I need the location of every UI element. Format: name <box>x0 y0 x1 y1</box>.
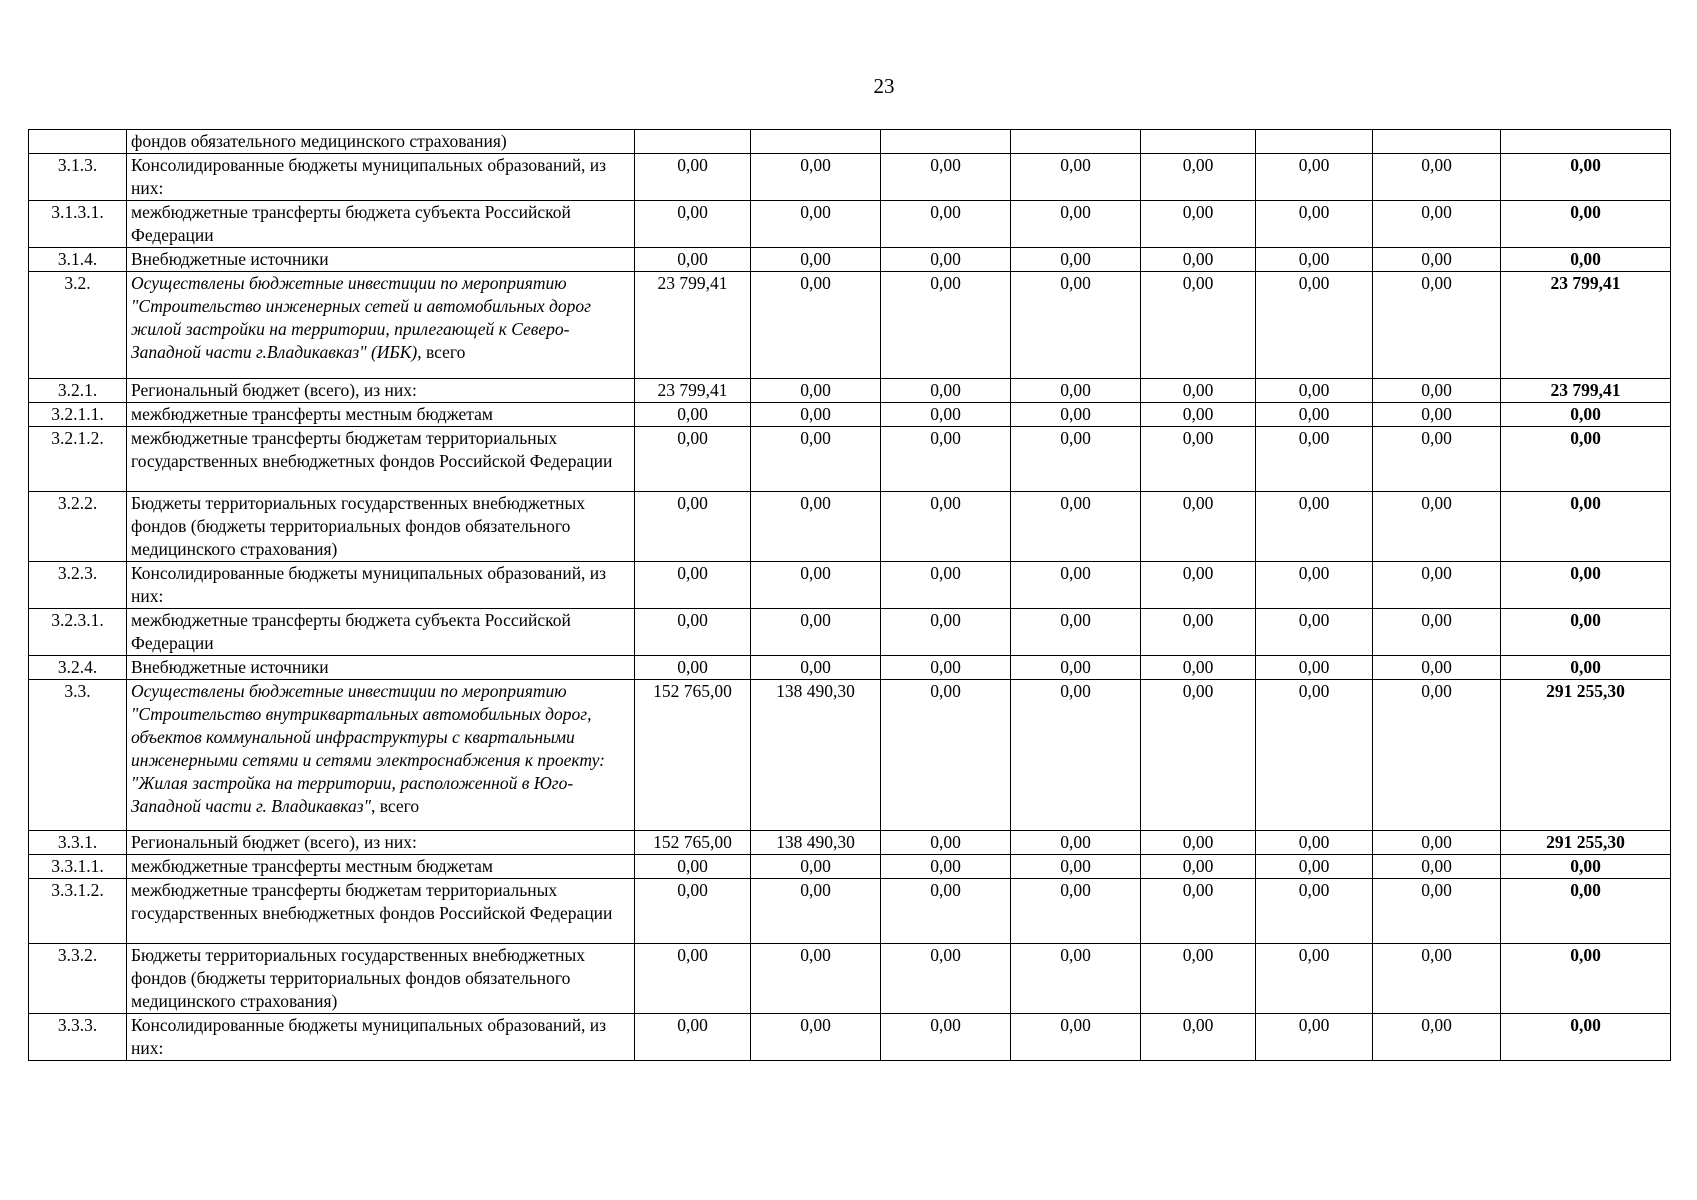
description-text: Консолидированные бюджеты муниципальных образований, из них: <box>131 1015 607 1058</box>
value-cell-5: 0,00 <box>1141 831 1256 855</box>
description-suffix: , всего <box>417 342 466 362</box>
value-cell-2: 0,00 <box>751 855 881 879</box>
value-cell-7: 0,00 <box>1373 154 1501 201</box>
total-cell: 0,00 <box>1501 201 1671 248</box>
value-cell-7: 0,00 <box>1373 831 1501 855</box>
description-text: Внебюджетные источники <box>131 249 329 269</box>
value-cell-5: 0,00 <box>1141 154 1256 201</box>
total-cell: 0,00 <box>1501 427 1671 492</box>
value-cell-5: 0,00 <box>1141 427 1256 492</box>
value-cell-6: 0,00 <box>1256 427 1373 492</box>
value-cell-5: 0,00 <box>1141 680 1256 831</box>
row-description <box>127 379 635 403</box>
row-number: 3.3.1.1. <box>29 855 127 879</box>
value-cell-7: 0,00 <box>1373 201 1501 248</box>
value-cell-7: 0,00 <box>1373 403 1501 427</box>
description-text: Осуществлены бюджетные инвестиции по мероприятию "Строительство инженерных сетей и автомобильных дорог жилой застройки на территории, прилегающей к Северо-Западной части г.Владикавказ" (ИБК) <box>131 273 591 362</box>
value-cell-1: 152 765,00 <box>635 680 751 831</box>
value-cell-6 <box>1256 130 1373 154</box>
value-cell-7: 0,00 <box>1373 1014 1501 1061</box>
value-cell-4: 0,00 <box>1011 427 1141 492</box>
value-cell-5: 0,00 <box>1141 379 1256 403</box>
value-cell-3: 0,00 <box>881 1014 1011 1061</box>
value-cell-3: 0,00 <box>881 403 1011 427</box>
value-cell-5: 0,00 <box>1141 272 1256 379</box>
value-cell-6: 0,00 <box>1256 944 1373 1014</box>
value-cell-4: 0,00 <box>1011 1014 1141 1061</box>
value-cell-4: 0,00 <box>1011 562 1141 609</box>
value-cell-5 <box>1141 130 1256 154</box>
value-cell-2: 0,00 <box>751 272 881 379</box>
table-row <box>29 154 1671 201</box>
value-cell-2: 0,00 <box>751 379 881 403</box>
value-cell-6: 0,00 <box>1256 1014 1373 1061</box>
value-cell-4: 0,00 <box>1011 379 1141 403</box>
row-number: 3.1.4. <box>29 248 127 272</box>
value-cell-1: 0,00 <box>635 154 751 201</box>
value-cell-6: 0,00 <box>1256 201 1373 248</box>
row-number: 3.2. <box>29 272 127 379</box>
table-row <box>29 562 1671 609</box>
value-cell-2: 0,00 <box>751 248 881 272</box>
value-cell-1: 0,00 <box>635 609 751 656</box>
value-cell-5: 0,00 <box>1141 944 1256 1014</box>
value-cell-3: 0,00 <box>881 154 1011 201</box>
value-cell-4: 0,00 <box>1011 272 1141 379</box>
value-cell-1: 0,00 <box>635 492 751 562</box>
value-cell-2: 138 490,30 <box>751 831 881 855</box>
value-cell-1: 0,00 <box>635 427 751 492</box>
table-row <box>29 201 1671 248</box>
value-cell-6: 0,00 <box>1256 680 1373 831</box>
value-cell-7: 0,00 <box>1373 609 1501 656</box>
value-cell-3: 0,00 <box>881 562 1011 609</box>
value-cell-6: 0,00 <box>1256 831 1373 855</box>
value-cell-2: 0,00 <box>751 427 881 492</box>
row-description <box>127 944 635 1014</box>
description-text: Региональный бюджет (всего), из них: <box>131 832 417 852</box>
row-description <box>127 492 635 562</box>
description-text: фондов обязательного медицинского страхования) <box>131 131 507 151</box>
value-cell-2: 138 490,30 <box>751 680 881 831</box>
description-text: Внебюджетные источники <box>131 657 329 677</box>
value-cell-7: 0,00 <box>1373 379 1501 403</box>
value-cell-4: 0,00 <box>1011 492 1141 562</box>
table-row <box>29 855 1671 879</box>
value-cell-5: 0,00 <box>1141 609 1256 656</box>
value-cell-4: 0,00 <box>1011 879 1141 944</box>
description-suffix: , всего <box>370 796 420 816</box>
value-cell-1: 0,00 <box>635 944 751 1014</box>
table-row <box>29 379 1671 403</box>
table-row <box>29 403 1671 427</box>
table-row <box>29 492 1671 562</box>
table-row <box>29 248 1671 272</box>
value-cell-4: 0,00 <box>1011 154 1141 201</box>
value-cell-7: 0,00 <box>1373 855 1501 879</box>
total-cell: 0,00 <box>1501 248 1671 272</box>
value-cell-7: 0,00 <box>1373 562 1501 609</box>
value-cell-3: 0,00 <box>881 855 1011 879</box>
table-row <box>29 609 1671 656</box>
value-cell-4: 0,00 <box>1011 855 1141 879</box>
total-cell: 0,00 <box>1501 154 1671 201</box>
value-cell-4: 0,00 <box>1011 831 1141 855</box>
total-cell: 0,00 <box>1501 609 1671 656</box>
row-number: 3.1.3.1. <box>29 201 127 248</box>
row-description <box>127 154 635 201</box>
row-number: 3.3.1.2. <box>29 879 127 944</box>
row-number: 3.3.1. <box>29 831 127 855</box>
table-row <box>29 427 1671 492</box>
row-description <box>127 680 635 831</box>
row-description <box>127 403 635 427</box>
description-text: Бюджеты территориальных государственных внебюджетных фондов (бюджеты территориальных фондов обязательного медицинского страхования) <box>131 945 586 1011</box>
total-cell: 291 255,30 <box>1501 831 1671 855</box>
value-cell-1: 0,00 <box>635 201 751 248</box>
value-cell-4 <box>1011 130 1141 154</box>
row-description <box>127 130 635 154</box>
value-cell-4: 0,00 <box>1011 248 1141 272</box>
value-cell-3: 0,00 <box>881 879 1011 944</box>
value-cell-4: 0,00 <box>1011 201 1141 248</box>
value-cell-5: 0,00 <box>1141 879 1256 944</box>
value-cell-1: 0,00 <box>635 1014 751 1061</box>
description-text: Региональный бюджет (всего), из них: <box>131 380 417 400</box>
value-cell-6: 0,00 <box>1256 855 1373 879</box>
total-cell: 0,00 <box>1501 656 1671 680</box>
description-text: Бюджеты территориальных государственных внебюджетных фондов (бюджеты территориальных фондов обязательного медицинского страхования) <box>131 493 586 559</box>
value-cell-6: 0,00 <box>1256 379 1373 403</box>
description-text: межбюджетные трансферты бюджетам территориальных государственных внебюджетных фондов Российской Федерации <box>131 428 613 471</box>
value-cell-7: 0,00 <box>1373 492 1501 562</box>
table-body <box>29 130 1671 1061</box>
value-cell-7: 0,00 <box>1373 944 1501 1014</box>
value-cell-1: 0,00 <box>635 403 751 427</box>
row-number: 3.3.3. <box>29 1014 127 1061</box>
value-cell-5: 0,00 <box>1141 562 1256 609</box>
value-cell-6: 0,00 <box>1256 879 1373 944</box>
total-cell: 0,00 <box>1501 562 1671 609</box>
value-cell-7: 0,00 <box>1373 680 1501 831</box>
value-cell-1: 152 765,00 <box>635 831 751 855</box>
row-description <box>127 562 635 609</box>
row-number: 3.2.3.1. <box>29 609 127 656</box>
value-cell-2: 0,00 <box>751 562 881 609</box>
value-cell-5: 0,00 <box>1141 656 1256 680</box>
row-number: 3.2.4. <box>29 656 127 680</box>
value-cell-2: 0,00 <box>751 656 881 680</box>
description-text: Консолидированные бюджеты муниципальных образований, из них: <box>131 563 607 606</box>
value-cell-6: 0,00 <box>1256 492 1373 562</box>
row-description <box>127 831 635 855</box>
table-row <box>29 944 1671 1014</box>
value-cell-1: 23 799,41 <box>635 379 751 403</box>
value-cell-3: 0,00 <box>881 379 1011 403</box>
value-cell-1: 0,00 <box>635 562 751 609</box>
value-cell-1: 23 799,41 <box>635 272 751 379</box>
table-row <box>29 130 1671 154</box>
value-cell-3 <box>881 130 1011 154</box>
value-cell-4: 0,00 <box>1011 609 1141 656</box>
value-cell-3: 0,00 <box>881 427 1011 492</box>
row-description <box>127 879 635 944</box>
value-cell-7: 0,00 <box>1373 656 1501 680</box>
row-description <box>127 609 635 656</box>
value-cell-7 <box>1373 130 1501 154</box>
value-cell-1 <box>635 130 751 154</box>
value-cell-1: 0,00 <box>635 855 751 879</box>
value-cell-2: 0,00 <box>751 944 881 1014</box>
row-description <box>127 201 635 248</box>
value-cell-3: 0,00 <box>881 609 1011 656</box>
description-text: межбюджетные трансферты местным бюджетам <box>131 404 493 424</box>
total-cell: 0,00 <box>1501 403 1671 427</box>
value-cell-7: 0,00 <box>1373 879 1501 944</box>
value-cell-6: 0,00 <box>1256 154 1373 201</box>
value-cell-6: 0,00 <box>1256 609 1373 656</box>
value-cell-1: 0,00 <box>635 879 751 944</box>
row-description <box>127 272 635 379</box>
value-cell-4: 0,00 <box>1011 656 1141 680</box>
table-row <box>29 272 1671 379</box>
value-cell-2: 0,00 <box>751 1014 881 1061</box>
row-number: 3.2.1.1. <box>29 403 127 427</box>
total-cell: 0,00 <box>1501 1014 1671 1061</box>
value-cell-5: 0,00 <box>1141 1014 1256 1061</box>
row-description <box>127 427 635 492</box>
table-row <box>29 680 1671 831</box>
row-number: 3.1.3. <box>29 154 127 201</box>
total-cell: 0,00 <box>1501 944 1671 1014</box>
table-row <box>29 879 1671 944</box>
row-number: 3.2.1.2. <box>29 427 127 492</box>
value-cell-5: 0,00 <box>1141 403 1256 427</box>
row-number <box>29 130 127 154</box>
value-cell-3: 0,00 <box>881 201 1011 248</box>
value-cell-2 <box>751 130 881 154</box>
value-cell-7: 0,00 <box>1373 272 1501 379</box>
description-text: межбюджетные трансферты бюджета субъекта Российской Федерации <box>131 610 571 653</box>
value-cell-3: 0,00 <box>881 656 1011 680</box>
row-description <box>127 1014 635 1061</box>
row-description <box>127 656 635 680</box>
value-cell-4: 0,00 <box>1011 944 1141 1014</box>
value-cell-1: 0,00 <box>635 656 751 680</box>
value-cell-4: 0,00 <box>1011 403 1141 427</box>
page-number: 23 <box>873 74 895 98</box>
total-cell: 0,00 <box>1501 879 1671 944</box>
value-cell-6: 0,00 <box>1256 562 1373 609</box>
value-cell-3: 0,00 <box>881 248 1011 272</box>
total-cell: 0,00 <box>1501 855 1671 879</box>
value-cell-5: 0,00 <box>1141 201 1256 248</box>
value-cell-6: 0,00 <box>1256 248 1373 272</box>
value-cell-6: 0,00 <box>1256 403 1373 427</box>
value-cell-2: 0,00 <box>751 609 881 656</box>
value-cell-5: 0,00 <box>1141 855 1256 879</box>
table-row <box>29 656 1671 680</box>
row-number: 3.3.2. <box>29 944 127 1014</box>
value-cell-6: 0,00 <box>1256 656 1373 680</box>
description-text: Консолидированные бюджеты муниципальных образований, из них: <box>131 155 607 198</box>
value-cell-1: 0,00 <box>635 248 751 272</box>
budget-table <box>28 129 1671 1061</box>
total-cell: 291 255,30 <box>1501 680 1671 831</box>
value-cell-2: 0,00 <box>751 492 881 562</box>
total-cell: 0,00 <box>1501 492 1671 562</box>
row-number: 3.2.1. <box>29 379 127 403</box>
value-cell-5: 0,00 <box>1141 248 1256 272</box>
row-number: 3.2.2. <box>29 492 127 562</box>
value-cell-2: 0,00 <box>751 403 881 427</box>
table-row <box>29 1014 1671 1061</box>
total-cell: 23 799,41 <box>1501 379 1671 403</box>
value-cell-3: 0,00 <box>881 680 1011 831</box>
description-text: межбюджетные трансферты бюджета субъекта Российской Федерации <box>131 202 571 245</box>
value-cell-6: 0,00 <box>1256 272 1373 379</box>
value-cell-2: 0,00 <box>751 879 881 944</box>
value-cell-3: 0,00 <box>881 492 1011 562</box>
value-cell-5: 0,00 <box>1141 492 1256 562</box>
row-description <box>127 855 635 879</box>
value-cell-3: 0,00 <box>881 944 1011 1014</box>
description-text: межбюджетные трансферты местным бюджетам <box>131 856 493 876</box>
value-cell-7: 0,00 <box>1373 248 1501 272</box>
value-cell-7: 0,00 <box>1373 427 1501 492</box>
value-cell-2: 0,00 <box>751 154 881 201</box>
value-cell-3: 0,00 <box>881 272 1011 379</box>
value-cell-3: 0,00 <box>881 831 1011 855</box>
row-description <box>127 248 635 272</box>
table-row <box>29 831 1671 855</box>
value-cell-2: 0,00 <box>751 201 881 248</box>
total-cell <box>1501 130 1671 154</box>
row-number: 3.3. <box>29 680 127 831</box>
value-cell-4: 0,00 <box>1011 680 1141 831</box>
description-text: межбюджетные трансферты бюджетам территориальных государственных внебюджетных фондов Российской Федерации <box>131 880 613 923</box>
total-cell: 23 799,41 <box>1501 272 1671 379</box>
description-text: Осуществлены бюджетные инвестиции по мероприятию "Строительство внутриквартальных автомобильных дорог, объектов коммунальной инфраструктуры с квартальными инженерными сетями и сетями электроснабжения к проекту: "Жилая застройка на территории, расположенной в Юго-Западной части г. Владикавказ" <box>131 681 605 816</box>
row-number: 3.2.3. <box>29 562 127 609</box>
